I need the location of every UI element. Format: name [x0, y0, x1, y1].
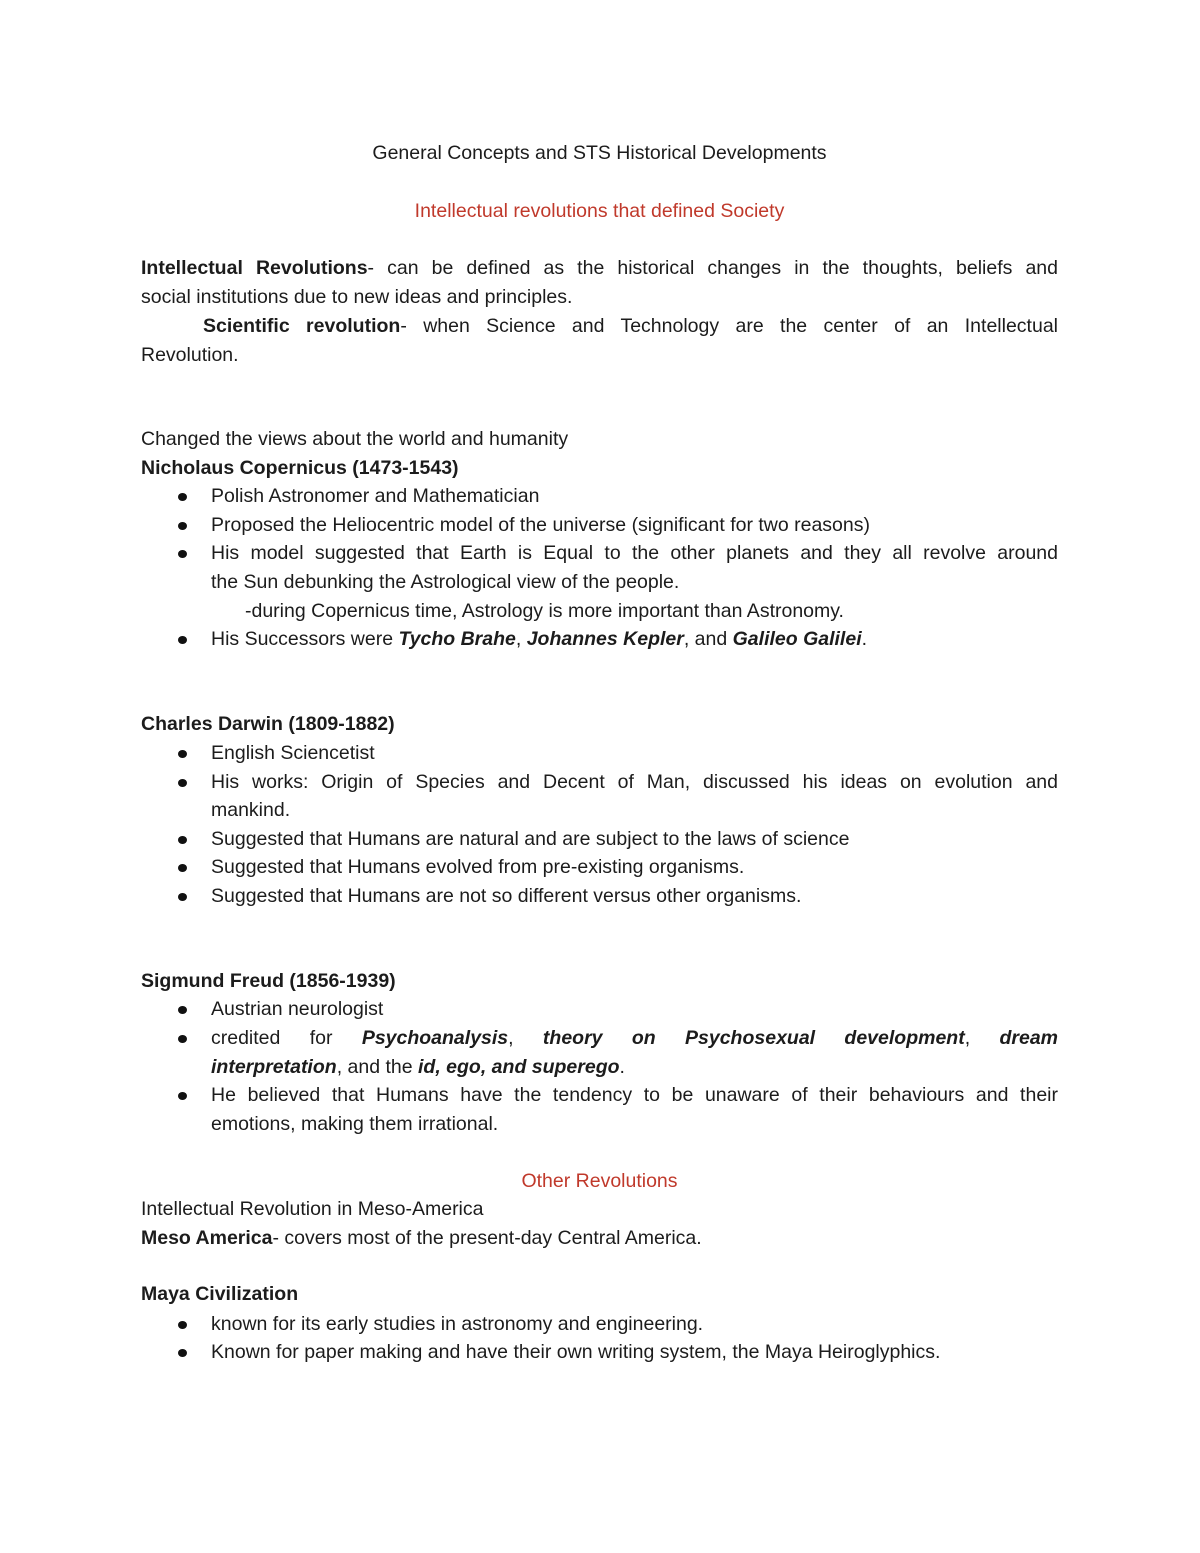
term-scientific-revolution: Scientific revolution: [203, 315, 401, 337]
list-item-continuation: [141, 796, 1058, 825]
list-item-text: Austrian neurologist: [211, 998, 384, 1020]
bullet-icon: [178, 493, 187, 501]
emphasis-term: Psychoanalysis: [361, 1027, 509, 1049]
intro-definition: - can be defined as the historical changes in the thoughts, beliefs and: [367, 257, 1058, 279]
freud-heading: [141, 967, 1058, 996]
bullet-icon: [178, 1092, 187, 1100]
list-item-text: known for its early studies in astronomy and engineering.: [211, 1313, 704, 1335]
list-item-continuation: [141, 1053, 1058, 1082]
emphasis-term: theory on Psychosexual development: [542, 1027, 965, 1049]
meso-definition-text: - covers most of the present-day Central America.: [272, 1227, 702, 1249]
term-intellectual-revolutions: Intellectual Revolutions: [141, 257, 368, 279]
copernicus-heading-text: Nicholaus Copernicus (1473-1543): [141, 457, 459, 479]
list-item: [141, 1338, 1058, 1367]
list-item-text: His works: Origin of Species and Decent of Man, discussed his ideas on evolution and: [211, 771, 1058, 793]
list-item-text: Suggested that Humans are not so different versus other organisms.: [211, 885, 802, 907]
list-item: [141, 1310, 1058, 1339]
list-item: [141, 768, 1058, 797]
list-item-text: Polish Astronomer and Mathematician: [211, 485, 540, 507]
list-item-text: Suggested that Humans are natural and are subject to the laws of science: [211, 828, 850, 850]
successor-name: Galileo Galilei: [732, 628, 862, 650]
separator: ,: [515, 628, 527, 650]
list-item-continuation: [141, 568, 1058, 597]
bullet-icon: [178, 1349, 187, 1357]
list-item-continuation: [141, 1110, 1058, 1139]
successor-name: Tycho Brahe: [398, 628, 516, 650]
note-text: -during Copernicus time, Astrology is more important than Astronomy.: [245, 600, 844, 622]
copernicus-heading: [141, 454, 1058, 483]
list-item: [141, 825, 1058, 854]
emphasis-term: interpretation: [211, 1056, 337, 1078]
list-item: [141, 853, 1058, 882]
document-title: General Concepts and STS Historical Developments: [372, 142, 827, 164]
list-item: [141, 1024, 1058, 1053]
list-item: [141, 1081, 1058, 1110]
successors-prefix: His Successors were: [211, 628, 399, 650]
separator: .: [861, 628, 868, 650]
bullet-icon: [178, 550, 187, 558]
list-item-text: Suggested that Humans evolved from pre-existing organisms.: [211, 856, 745, 878]
emphasis-term: dream: [999, 1027, 1058, 1049]
list-item-text: emotions, making them irrational.: [211, 1113, 499, 1135]
scientific-revolution-line1: [141, 312, 1058, 341]
freud-heading-text: Sigmund Freud (1856-1939): [141, 970, 396, 992]
bullet-icon: [178, 1035, 187, 1043]
emphasis-term: id, ego, and superego: [418, 1056, 620, 1078]
list-item-note: [141, 597, 1058, 626]
list-item: [141, 995, 1058, 1024]
bullet-icon: [178, 1006, 187, 1014]
credited-prefix: credited for: [211, 1027, 362, 1049]
scientific-definition: - when Science and Technology are the center of an Intellectual: [400, 315, 1058, 337]
bullet-icon: [178, 636, 187, 644]
list-item-text: English Sciencetist: [211, 742, 375, 764]
maya-heading: [141, 1280, 1058, 1309]
section-heading-other: Other Revolutions: [521, 1170, 678, 1192]
term-meso-america: Meso America: [141, 1227, 273, 1249]
successor-name: Johannes Kepler: [526, 628, 684, 650]
list-item: [141, 882, 1058, 911]
list-item: [141, 739, 1058, 768]
list-item-text: [211, 1053, 1058, 1082]
bullet-icon: [178, 750, 187, 758]
successors-text: [211, 625, 1058, 654]
separator: , and the: [336, 1056, 419, 1078]
list-item: [141, 625, 1058, 654]
section-heading-intellectual: Intellectual revolutions that defined Society: [414, 200, 785, 222]
intro-paragraph-line2: social institutions due to new ideas and principles.: [141, 286, 573, 308]
separator: .: [619, 1056, 625, 1078]
darwin-heading: [141, 710, 1058, 739]
list-item-text: Known for paper making and have their own writing system, the Maya Heiroglyphics.: [211, 1341, 941, 1363]
list-item: [141, 482, 1058, 511]
list-item-text: [211, 1024, 1058, 1053]
list-item: [141, 539, 1058, 568]
separator: ,: [508, 1027, 543, 1049]
separator: ,: [964, 1027, 1000, 1049]
bullet-icon: [178, 1321, 187, 1329]
meso-subtitle: Intellectual Revolution in Meso-America: [141, 1198, 484, 1220]
scientific-revolution-line2: Revolution.: [141, 344, 239, 366]
bullet-icon: [178, 893, 187, 901]
bullet-icon: [178, 836, 187, 844]
list-item-text: He believed that Humans have the tendency to be unaware of their behaviours and their: [211, 1084, 1058, 1106]
bullet-icon: [178, 522, 187, 530]
list-item-text: His model suggested that Earth is Equal to the other planets and they all revolve around: [211, 542, 1058, 564]
darwin-heading-text: Charles Darwin (1809-1882): [141, 713, 395, 735]
list-item-text: Proposed the Heliocentric model of the universe (significant for two reasons): [211, 514, 870, 536]
intro-paragraph-line1: [141, 254, 1058, 283]
list-item: [141, 511, 1058, 540]
separator: , and: [683, 628, 733, 650]
bullet-icon: [178, 779, 187, 787]
changed-views-text: Changed the views about the world and humanity: [141, 428, 569, 450]
meso-definition: [141, 1224, 1058, 1253]
list-item-text: mankind.: [211, 799, 291, 821]
bullet-icon: [178, 864, 187, 872]
maya-heading-text: Maya Civilization: [141, 1283, 299, 1305]
list-item-text: the Sun debunking the Astrological view of the people.: [211, 571, 680, 593]
